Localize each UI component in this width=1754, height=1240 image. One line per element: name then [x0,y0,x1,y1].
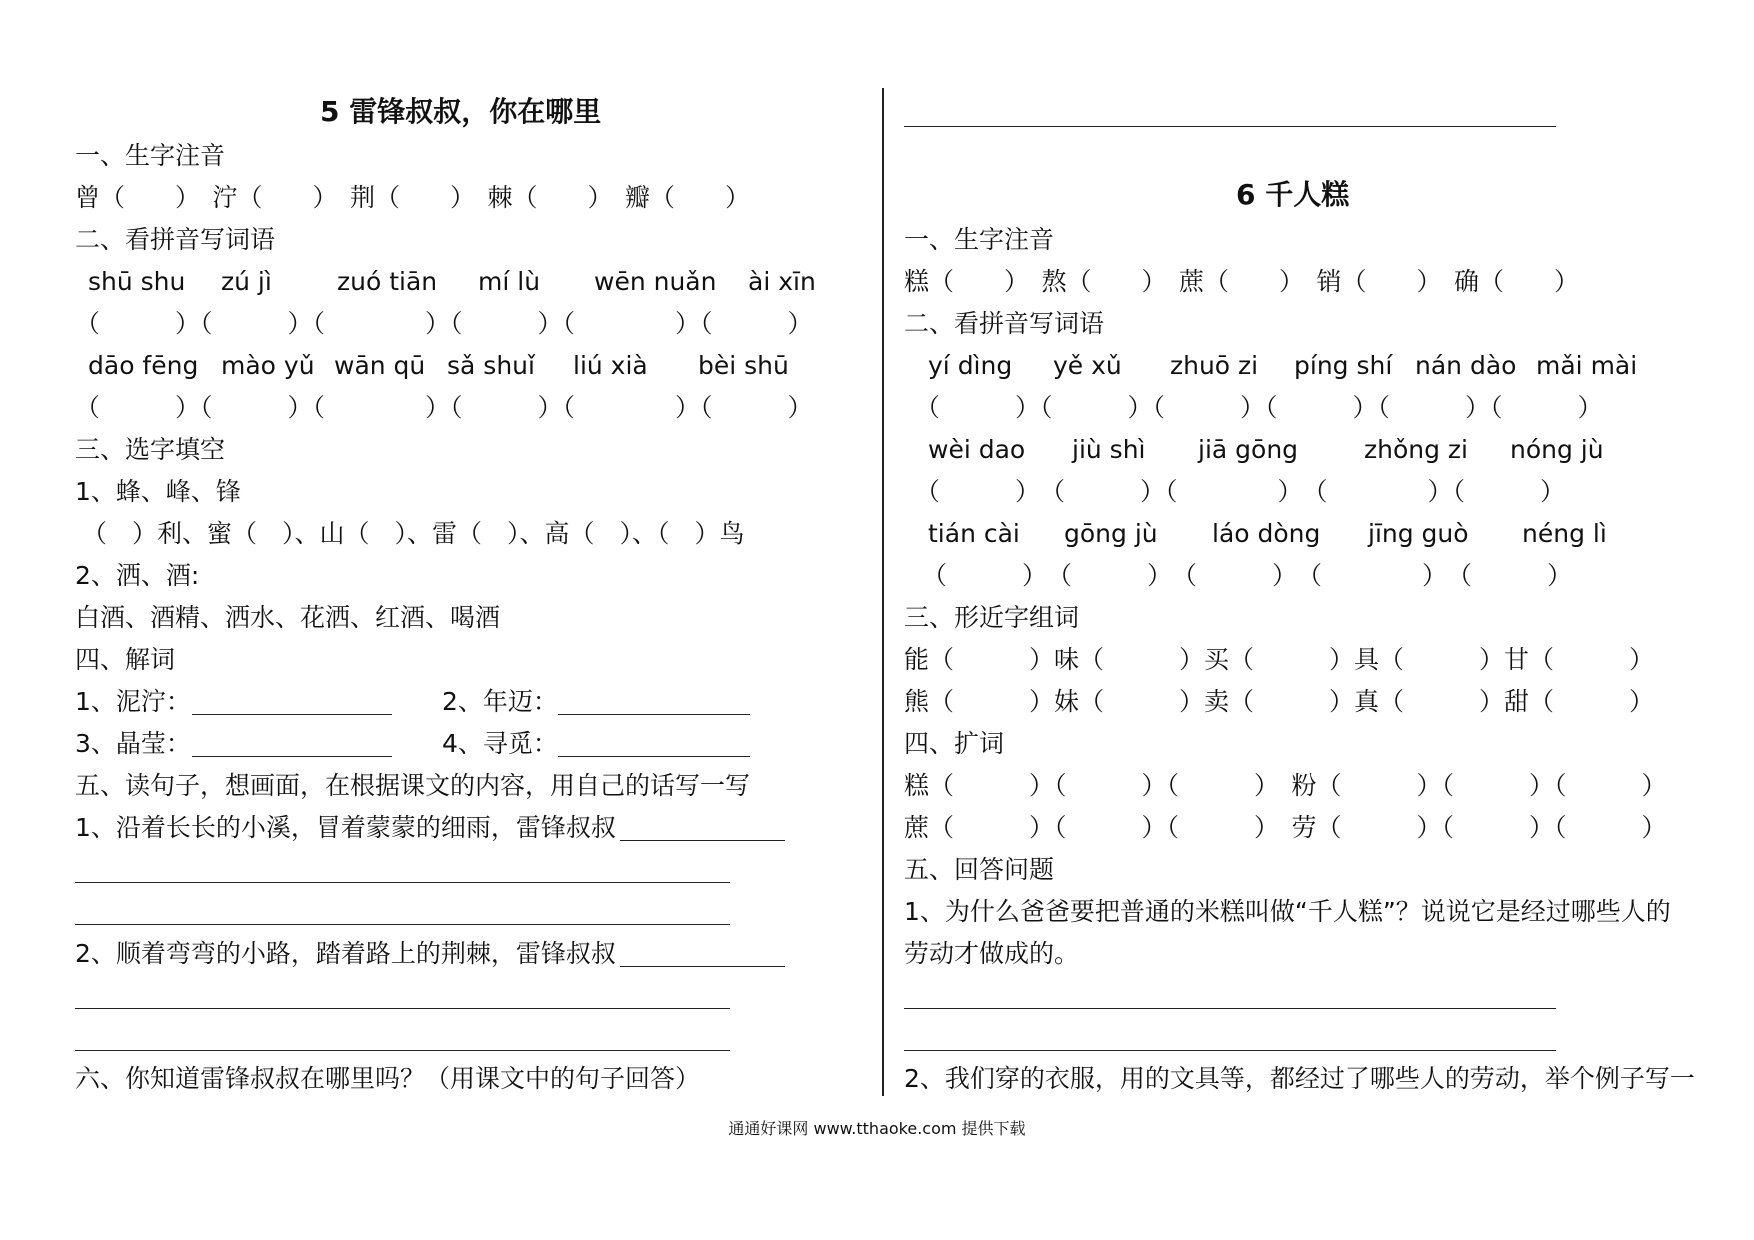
right-pinyin-10: zhǒng zi [1364,435,1468,464]
answer-line [192,756,392,757]
right-answer-boxes-row-3: （ ） （ ） （ ） （ ） （ ） [922,561,1573,590]
answer-line [904,126,1556,127]
left-section-6-heading: 六、你知道雷锋叔叔在哪里吗？（用课文中的句子回答） [75,1064,701,1093]
left-pinyin-11: liú xià [573,351,648,380]
left-q3-2-words: 白酒、酒精、洒水、花洒、红酒、喝酒 [75,603,501,632]
left-q3-1: 1、蜂、峰、锋 [75,477,241,506]
lesson-6-title: 6 千人糕 [1236,178,1350,211]
right-pinyin-15: jīng guò [1368,519,1469,548]
right-section-4-heading: 四、扩词 [904,729,1005,758]
left-pinyin-9: wān qū [334,351,426,380]
left-pinyin-2: zú jì [221,267,272,296]
left-section-4-heading: 四、解词 [75,645,176,674]
right-section-3-heading: 三、形近字组词 [904,603,1080,632]
right-pinyin-16: néng lì [1522,519,1607,548]
left-q5-1: 1、沿着长长的小溪，冒着蒙蒙的细雨，雷锋叔叔 [75,813,616,842]
left-pinyin-12: bèi shū [698,351,789,380]
left-answer-boxes-row-1: （ ）（ ）（ ）（ ）（ ）（ ） [75,309,813,338]
answer-line [904,1008,1556,1009]
left-pinyin-1: shū shu [88,267,186,296]
left-q3-2: 2、洒、酒: [75,561,200,590]
right-section-5-heading: 五、回答问题 [904,855,1055,884]
right-section-1-heading: 一、生字注音 [904,225,1055,254]
answer-line [75,1008,730,1009]
left-pinyin-7: dāo fēng [88,351,199,380]
left-pinyin-4: mí lù [478,267,541,296]
right-pinyin-12: tián cài [928,519,1020,548]
right-similar-chars-row-1: 能（ ）味（ ）买（ ）具（ ）甘（ ） [904,645,1655,674]
left-word-2: 2、年迈： [442,687,558,716]
right-pinyin-4: píng shí [1294,351,1393,380]
right-pinyin-1: yí dìng [928,351,1013,380]
right-pinyin-14: láo dòng [1212,519,1321,548]
right-q5-1-line-a: 1、为什么爸爸要把普通的米糕叫做“千人糕”？说说它是经过哪些人的 [904,897,1671,926]
right-q5-2: 2、我们穿的衣服，用的文具等，都经过了哪些人的劳动，举个例子写一 [904,1064,1695,1093]
answer-line [558,756,750,757]
right-answer-boxes-row-2: （ ） （ ）（ ） （ ）（ ） [915,477,1566,506]
left-word-3: 3、晶莹： [75,729,191,758]
left-q5-2: 2、顺着弯弯的小路，踏着路上的荆棘，雷锋叔叔 [75,939,616,968]
right-pinyin-13: gōng jù [1064,519,1158,548]
left-section-5-heading: 五、读句子，想画面，在根据课文的内容，用自己的话写一写 [75,771,751,800]
answer-line [75,924,730,925]
left-section-2-heading: 二、看拼音写词语 [75,225,276,254]
answer-line [620,840,785,841]
left-char-pinyin-line: 曾（ ） 泞（ ） 荆（ ） 棘（ ） 瓣（ ） [75,183,751,212]
right-q5-1-line-b: 劳动才做成的。 [904,939,1080,968]
right-pinyin-7: wèi dao [928,435,1026,464]
right-pinyin-5: nán dào [1415,351,1517,380]
right-pinyin-11: nóng jù [1510,435,1604,464]
answer-line [620,966,785,967]
right-expand-words-row-1: 糕（ ）（ ）（ ） 粉（ ）（ ）（ ） [904,771,1667,800]
answer-line [904,1050,1556,1051]
left-q3-1-fill: （ ）利、蜜（ ）、山（ ）、雷（ ）、高（ ）、（ ）鸟 [82,519,745,548]
left-pinyin-8: mào yǔ [221,351,315,380]
left-section-1-heading: 一、生字注音 [75,141,226,170]
answer-line [558,714,750,715]
left-word-1: 1、泥泞： [75,687,191,716]
answer-line [75,1050,730,1051]
column-divider [882,88,884,1096]
right-answer-boxes-row-1: （ ）（ ）（ ）（ ）（ ）（ ） [915,393,1603,422]
right-pinyin-3: zhuō zi [1170,351,1259,380]
left-word-4: 4、寻觅： [442,729,558,758]
right-pinyin-2: yě xǔ [1053,351,1122,380]
right-similar-chars-row-2: 熊（ ）妹（ ）卖（ ）真（ ）甜（ ） [904,687,1655,716]
right-pinyin-8: jiù shì [1072,435,1146,464]
answer-line [75,882,730,883]
answer-line [192,714,392,715]
right-section-2-heading: 二、看拼音写词语 [904,309,1105,338]
left-pinyin-10: sǎ shuǐ [447,351,535,380]
left-pinyin-5: wēn nuǎn [594,267,717,296]
left-pinyin-3: zuó tiān [337,267,438,296]
left-answer-boxes-row-2: （ ）（ ）（ ）（ ）（ ）（ ） [75,393,813,422]
lesson-5-title: 5 雷锋叔叔，你在哪里 [320,95,602,128]
right-char-pinyin-line: 糕（ ） 熬（ ） 蔗（ ） 销（ ） 确（ ） [904,267,1580,296]
right-pinyin-6: mǎi mài [1536,351,1638,380]
left-pinyin-6: ài xīn [748,267,816,296]
left-section-3-heading: 三、选字填空 [75,435,226,464]
footer-credit: 通通好课网 www.tthaoke.com 提供下载 [728,1119,1026,1138]
right-pinyin-9: jiā gōng [1198,435,1299,464]
right-expand-words-row-2: 蔗（ ）（ ）（ ） 劳（ ）（ ）（ ） [904,813,1667,842]
